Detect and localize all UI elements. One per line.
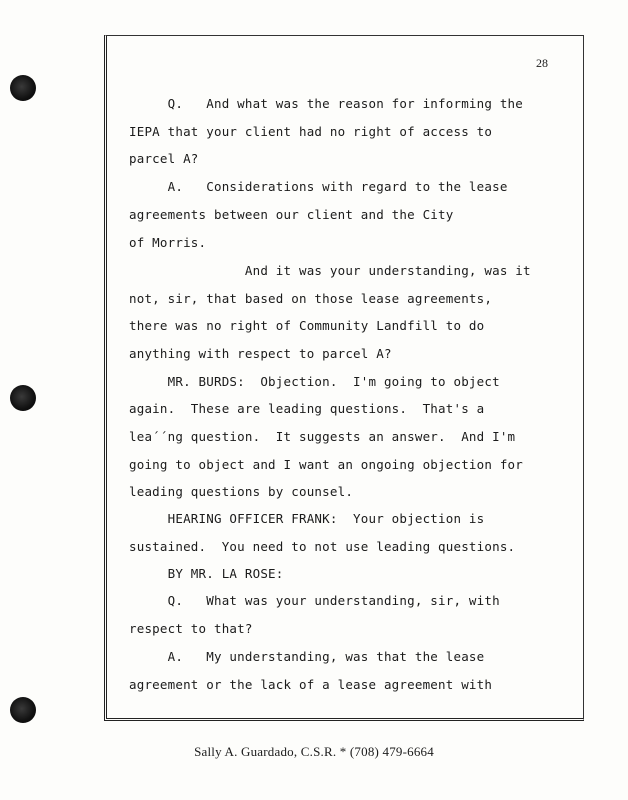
transcript-line: parcel A? bbox=[129, 151, 199, 166]
page-number: 28 bbox=[536, 56, 548, 70]
transcript-line: there was no right of Community Landfill to do bbox=[129, 318, 485, 333]
transcript-line: A. Considerations with regard to the lease bbox=[129, 179, 508, 194]
transcript-line: again. These are leading questions. That's a bbox=[129, 401, 485, 416]
transcript-line: lea´´ng question. It suggests an answer. And I'm bbox=[129, 429, 516, 444]
transcript-line: going to object and I want an ongoing objection for bbox=[129, 457, 524, 472]
transcript-line: IEPA that your client had no right of access to bbox=[129, 124, 493, 139]
transcript-line: not, sir, that based on those lease agreements, bbox=[129, 291, 493, 306]
transcript-line: sustained. You need to not use leading questions. bbox=[129, 539, 516, 554]
transcript-line: And it was your understanding, was it bbox=[129, 263, 531, 278]
transcript-line: agreements between our client and the City bbox=[129, 207, 454, 222]
transcript-line: of Morris. bbox=[129, 235, 207, 250]
transcript-line: HEARING OFFICER FRANK: Your objection is bbox=[129, 511, 485, 526]
transcript-line: BY MR. LA ROSE: bbox=[129, 566, 284, 581]
transcript-line: leading questions by counsel. bbox=[129, 484, 354, 499]
punch-hole-bottom bbox=[10, 697, 36, 723]
transcript-line: anything with respect to parcel A? bbox=[129, 346, 392, 361]
transcript-line: MR. BURDS: Objection. I'm going to object bbox=[129, 374, 500, 389]
punch-hole-top bbox=[10, 75, 36, 101]
transcript-line: agreement or the lack of a lease agreement with bbox=[129, 677, 493, 692]
transcript-line: Q. What was your understanding, sir, with bbox=[129, 593, 500, 608]
court-reporter-footer: Sally A. Guardado, C.S.R. * (708) 479-6664 bbox=[194, 744, 434, 759]
punch-hole-middle bbox=[10, 385, 36, 411]
transcript-line: A. My understanding, was that the lease bbox=[129, 649, 485, 664]
transcript-line: Q. And what was the reason for informing the bbox=[129, 96, 524, 111]
transcript-line: respect to that? bbox=[129, 621, 253, 636]
